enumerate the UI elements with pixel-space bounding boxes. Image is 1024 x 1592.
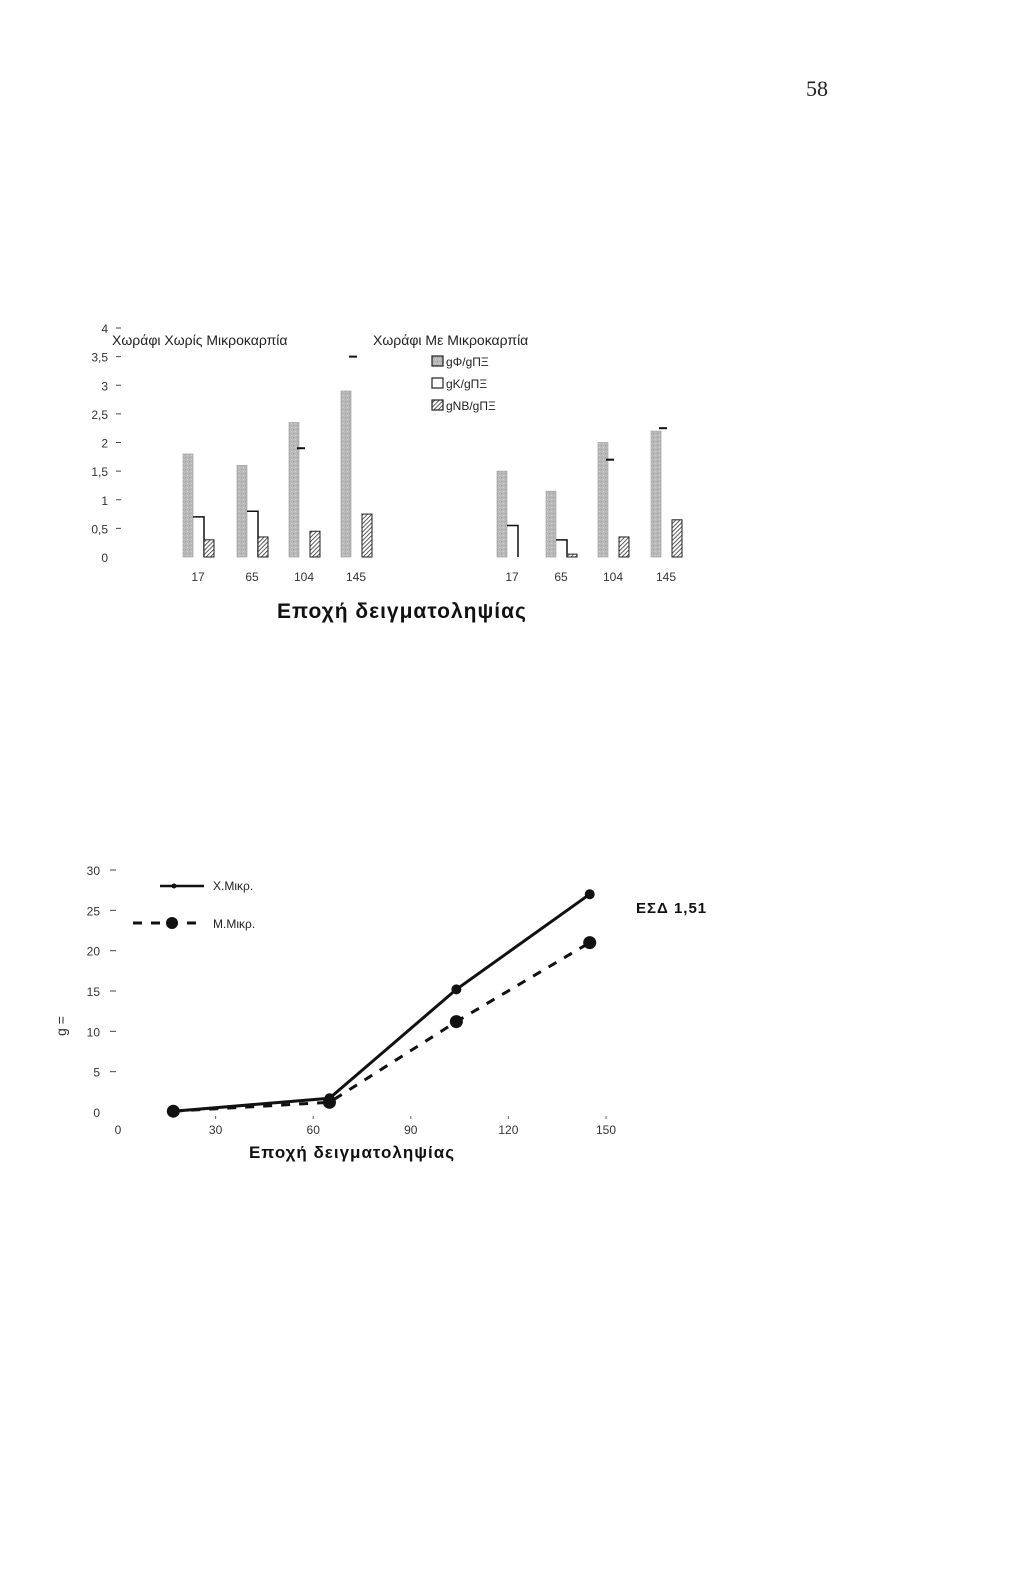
- bar-gnb: [619, 537, 629, 557]
- line-x-tick-label: 120: [498, 1123, 519, 1137]
- bar-x-tick-label: 145: [655, 570, 677, 584]
- bar-gnb: [567, 554, 577, 557]
- legend-label-gnb: gNB/gΠΞ: [446, 399, 496, 413]
- bar-y-tick-label: 4: [101, 322, 108, 336]
- bar-y-tick-label: 0: [101, 551, 108, 565]
- point-x-mikr: [324, 1093, 334, 1103]
- bar-x-tick-label: 17: [191, 570, 205, 584]
- line-y-tick-label: 25: [86, 904, 100, 919]
- bar-x-tick-label: 65: [554, 570, 568, 584]
- bar-gphi: [497, 471, 507, 557]
- bar-gphi: [183, 454, 193, 557]
- bar-x-tick-label: 17: [505, 570, 519, 584]
- line-x-axis: [115, 1116, 617, 1137]
- bar-y-tick-label: 2: [101, 436, 108, 451]
- bar-y-tick-label: 3,5: [91, 350, 108, 365]
- line-y-tick-label: 10: [86, 1025, 100, 1040]
- legend-label-gk: gK/gΠΞ: [446, 377, 488, 391]
- point-m-mikr: [450, 1015, 463, 1028]
- line-x-tick-label: 150: [595, 1123, 617, 1137]
- line-x-tick-label: 0: [114, 1123, 122, 1137]
- bar-chart: [0, 300, 1024, 640]
- legend-swatch-gk: [432, 378, 443, 388]
- point-x-mikr: [168, 1106, 178, 1116]
- lsd-annotation: ΕΣΔ 1,51: [636, 900, 708, 917]
- bar-gnb: [310, 531, 320, 557]
- line-x-tick-label: 30: [208, 1123, 223, 1137]
- bar-x-tick-label: 104: [293, 570, 315, 584]
- page-number: 58: [806, 76, 828, 101]
- point-x-mikr: [585, 889, 595, 899]
- legend-label-m-mikr: Μ.Μικρ.: [213, 917, 256, 931]
- bar-gk: [556, 540, 567, 557]
- bar-gk: [507, 526, 518, 557]
- bar-y-tick-label: 1,5: [91, 465, 108, 480]
- bar-y-tick-label: 1: [101, 493, 108, 508]
- series-line-m-mikr: [173, 943, 589, 1112]
- bar-y-tick-label: 2,5: [91, 407, 108, 422]
- bar-gphi: [289, 422, 299, 557]
- line-y-tick-label: 0: [93, 1106, 100, 1120]
- panel-title-micro: Χωράφι Με Μικροκαρπία: [373, 332, 529, 348]
- point-m-mikr: [583, 936, 596, 949]
- bar-gk: [193, 517, 204, 557]
- legend-marker-x-mikr: [172, 884, 177, 889]
- bar-gnb: [672, 520, 682, 557]
- bar-x-tick-label: 104: [602, 570, 624, 584]
- line-y-axis: [87, 864, 116, 1120]
- legend-swatch-gphi: [432, 356, 443, 366]
- bar-y-tick-label: 0,5: [91, 522, 108, 537]
- bar-gnb: [258, 537, 268, 557]
- bar-x-tick-label: 145: [345, 570, 367, 584]
- line-y-tick-label: 30: [86, 864, 100, 878]
- legend-label-gphi: gΦ/gΠΞ: [446, 355, 489, 369]
- line-x-tick-label: 90: [404, 1123, 418, 1137]
- bar-x-tick-label: 65: [245, 570, 259, 584]
- bar-gphi: [237, 465, 247, 557]
- line-x-axis-title: Εποχή δειγματοληψίας: [248, 1143, 456, 1162]
- bar-y-axis: [91, 322, 121, 565]
- bar-gk: [247, 511, 258, 557]
- bar-gnb: [362, 514, 372, 557]
- bar-x-axis-title: Εποχή δειγματοληψίας: [277, 600, 527, 623]
- line-y-tick-label: 15: [86, 985, 100, 999]
- bar-gphi: [546, 491, 556, 557]
- point-x-mikr: [451, 984, 461, 994]
- bar-gnb: [204, 540, 214, 557]
- legend-label-x-mikr: Χ.Μικρ.: [213, 879, 254, 893]
- bar-gphi: [651, 431, 661, 557]
- line-y-axis-title: g =: [53, 1016, 69, 1036]
- line-chart: [0, 840, 1024, 1180]
- bar-legend: [432, 355, 496, 413]
- panel-title-no-micro: Χωράφι Χωρίς Μικροκαρπία: [112, 332, 288, 348]
- line-legend: [133, 879, 255, 931]
- line-y-tick-label: 5: [93, 1065, 100, 1080]
- bar-x-axis: [191, 570, 676, 584]
- line-x-tick-label: 60: [306, 1123, 320, 1137]
- line-y-tick-label: 20: [86, 944, 100, 959]
- legend-swatch-gnb: [432, 400, 443, 410]
- legend-marker-m-mikr: [166, 917, 178, 929]
- bar-y-tick-label: 3: [101, 379, 108, 394]
- bar-gphi: [341, 391, 351, 557]
